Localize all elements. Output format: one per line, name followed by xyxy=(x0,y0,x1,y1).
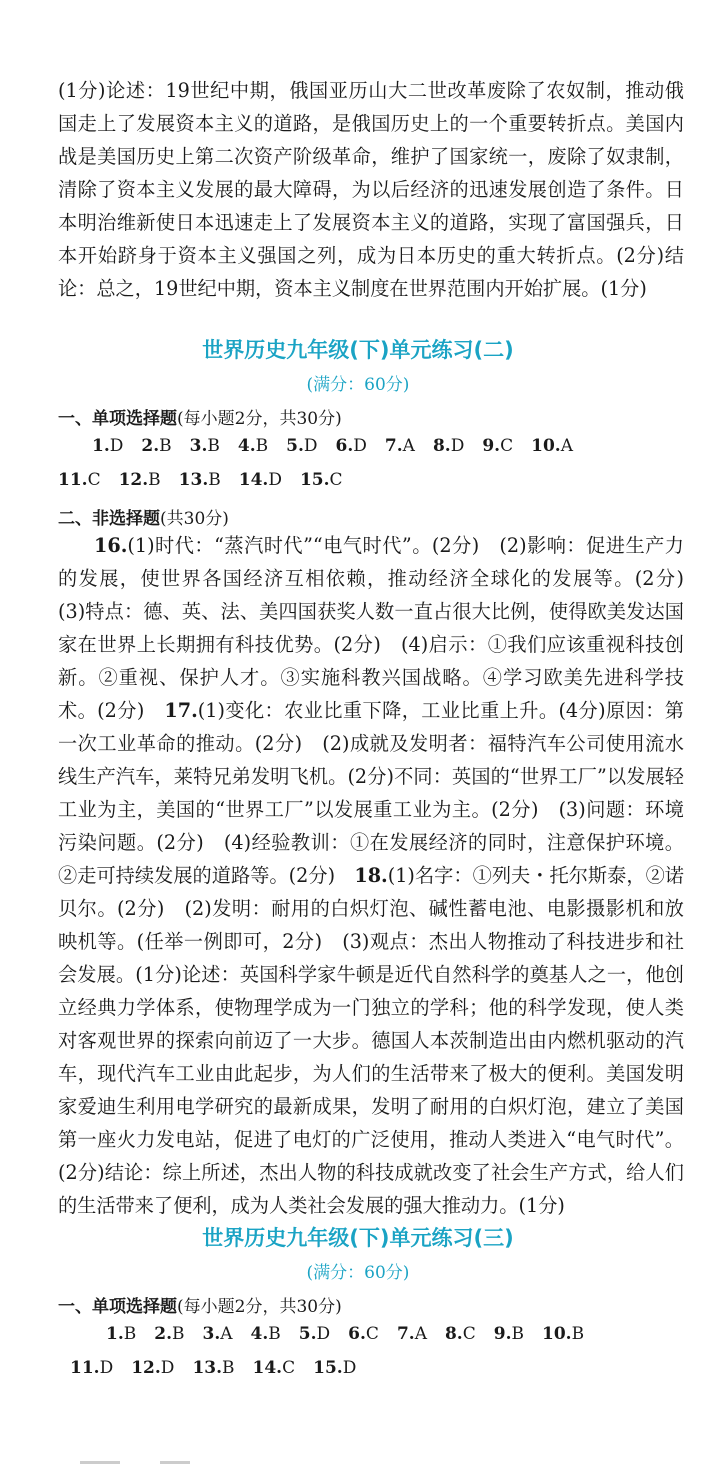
answer-letter: B xyxy=(123,1324,137,1344)
answer-number: 8. xyxy=(444,1324,463,1344)
answer-letter: D xyxy=(268,470,282,490)
answer-letter: C xyxy=(462,1324,476,1344)
answer-item xyxy=(385,436,415,456)
answer-item xyxy=(192,1358,234,1378)
answer-number: 13. xyxy=(178,470,209,490)
answer-letter: D xyxy=(303,436,318,456)
answer-number: 2. xyxy=(154,1324,172,1344)
answer-number: 7. xyxy=(384,436,403,456)
answer-item xyxy=(336,436,367,456)
answer-letter: B xyxy=(148,470,161,490)
q16-answer: (1)时代：“蒸汽时代”“电气时代”。(2分) (2)影响：促进生产力的发展，使世界各国经济互相依赖，推动经济全球化的发展等。(2分) (3)特点：德、英、法、美四国获奖人数一直占很大比例，使得欧美发达国家在世界上长期拥有科技优势。(2分) (4)启示：①我们应该重视科技创新。②重视、保护人才。③实施科教兴国战略。④学习欧美先进科学技术。(2分) xyxy=(58,534,704,722)
section-note: (每小题2分，共30分) xyxy=(177,409,342,429)
unit3-answers-row2 xyxy=(70,1358,374,1378)
answer-item xyxy=(238,436,268,456)
answer-letter: C xyxy=(329,470,343,490)
answer-number: 14. xyxy=(238,470,269,490)
answer-letter: B xyxy=(268,1324,281,1344)
unit2-answers-row2 xyxy=(58,470,361,490)
answer-number: 4. xyxy=(250,1324,269,1344)
answer-item xyxy=(92,436,123,456)
question-number: 18. xyxy=(354,864,388,887)
answer-number: 13. xyxy=(192,1358,223,1378)
answer-letter: B xyxy=(159,436,172,456)
answer-number: 3. xyxy=(202,1324,221,1344)
answer-letter: B xyxy=(172,1324,185,1344)
answer-number: 12. xyxy=(131,1358,161,1378)
answer-item xyxy=(119,470,161,490)
unit2-answers-row1 xyxy=(92,436,591,456)
answer-item xyxy=(531,436,573,456)
unit3-section1-title xyxy=(58,1292,342,1317)
unit3-title: 世界历史九年级(下)单元练习(三) xyxy=(202,1226,514,1250)
scan-artifact xyxy=(160,1461,190,1464)
section-label: 一、单项选择题 xyxy=(58,1297,177,1317)
answer-letter: A xyxy=(402,436,415,456)
answer-item xyxy=(348,1324,379,1344)
answer-letter: D xyxy=(450,436,465,456)
answer-number: 2. xyxy=(141,436,160,456)
q17-answer: (1)变化：农业比重下降，工业比重上升。(4分)原因：第一次工业革命的推动。(2分) (2)成就及发明者：福特汽车公司使用流水线生产汽车，莱特兄弟发明飞机。(2分)不同：英国的“世界工厂”以发展轻工业为主，美国的“世界工厂”以发展重工业为主。(2分) (3)问题：环境污染问题。(2分) (4)经验教训：①在发展经济的同时，注意保护环境。②走可持续发展的道路等。(2分) xyxy=(58,699,684,887)
answer-number: 5. xyxy=(298,1324,317,1344)
answer-letter: C xyxy=(500,436,514,456)
answer-item xyxy=(58,470,101,490)
q18-answer: (1)名字：①列夫・托尔斯泰，②诺贝尔。(2分) (2)发明：耐用的白炽灯泡、碱性蓄电池、电影摄影机和放映机等。(任举一例即可，2分) (3)观点：杰出人物推动了科技进步和社会发展。(1分)论述：英国科学家牛顿是近代自然科学的奠基人之一，他创立经典力学体系，使物理学成为一门独立的学科；他的科学发现，使人类对客观世界的探索向前迈了一大步。德国人本茨制造出由内燃机驱动的汽车，现代汽车工业由此起步，为人们的生活带来了极大的便利。美国发明家爱迪生利用电学研究的最新成果，发明了耐用的白炽灯泡，建立了美国第一座火力发电站，促进了电灯的广泛使用，推动人类进入“电气时代”。(2分)结论：综上所述，杰出人物的科技成就改变了社会生产方式，给人们的生活带来了便利，成为人类社会发展的强大推动力。(1分) xyxy=(58,864,684,1217)
answer-item xyxy=(494,1324,524,1344)
answer-number: 14. xyxy=(252,1358,283,1378)
answer-letter: C xyxy=(87,470,101,490)
answer-item xyxy=(286,436,317,456)
answer-item xyxy=(253,1358,296,1378)
answer-number: 10. xyxy=(531,436,561,456)
answer-item xyxy=(203,1324,233,1344)
answer-number: 15. xyxy=(313,1358,343,1378)
answer-letter: B xyxy=(207,436,220,456)
answer-letter: B xyxy=(208,470,221,490)
answer-number: 9. xyxy=(482,436,501,456)
question-number: 16. xyxy=(94,534,128,557)
answer-item xyxy=(179,470,221,490)
answer-letter: C xyxy=(282,1358,296,1378)
answer-letter: D xyxy=(99,1358,114,1378)
answer-number: 5. xyxy=(286,436,304,456)
unit3-score: (满分：60分) xyxy=(306,1263,410,1283)
answer-item xyxy=(190,436,220,456)
section-label: 二、非选择题 xyxy=(58,509,160,529)
answer-number: 6. xyxy=(348,1324,366,1344)
answer-number: 7. xyxy=(396,1324,415,1344)
answer-letter: D xyxy=(342,1358,357,1378)
answer-item xyxy=(482,436,513,456)
answer-number: 1. xyxy=(92,436,110,456)
answer-letter: B xyxy=(571,1324,585,1344)
answer-item xyxy=(299,1324,330,1344)
answer-item xyxy=(70,1358,113,1378)
answer-letter: B xyxy=(511,1324,524,1344)
answer-item xyxy=(313,1358,356,1378)
answer-letter: A xyxy=(220,1324,233,1344)
answer-letter: D xyxy=(160,1358,175,1378)
question-number: 17. xyxy=(164,699,198,722)
answer-number: 15. xyxy=(299,470,330,490)
answer-letter: B xyxy=(222,1358,235,1378)
intro-paragraph: (1分)论述：19世纪中期，俄国亚历山大二世改革废除了农奴制，推动俄国走上了发展资本主义的道路，是俄国历史上的一个重要转折点。美国内战是美国历史上第二次资产阶级革命，维护了国家统一，废除了奴隶制，清除了资本主义发展的最大障碍，为以后经济的迅速发展创造了条件。日本明治维新使日本迅速走上了发展资本主义的道路，实现了富国强兵，日本开始跻身于资本主义强国之列，成为日本历史的重大转折点。(2分)结论：总之，19世纪中期，资本主义制度在世界范围内开始扩展。(1分) xyxy=(58,79,684,300)
answer-number: 8. xyxy=(432,436,451,456)
answer-number: 3. xyxy=(189,436,208,456)
section-label: 一、单项选择题 xyxy=(58,409,177,429)
section-note: (每小题2分，共30分) xyxy=(177,1297,342,1317)
answer-item xyxy=(445,1324,476,1344)
answer-item xyxy=(106,1324,136,1344)
answer-number: 9. xyxy=(493,1324,512,1344)
answer-item xyxy=(131,1358,174,1378)
answer-item xyxy=(397,1324,427,1344)
section-note: (共30分) xyxy=(160,509,229,529)
answer-letter: B xyxy=(255,436,269,456)
answer-number: 11. xyxy=(58,470,88,490)
answer-item xyxy=(239,470,282,490)
answer-number: 4. xyxy=(237,436,256,456)
answer-number: 10. xyxy=(541,1324,572,1344)
answer-item xyxy=(154,1324,184,1344)
answer-number: 1. xyxy=(106,1324,124,1344)
answer-letter: A xyxy=(560,436,573,456)
unit2-section2-title xyxy=(58,504,229,529)
answer-letter: D xyxy=(316,1324,331,1344)
answer-item xyxy=(251,1324,281,1344)
answer-item xyxy=(542,1324,584,1344)
answer-letter: C xyxy=(365,1324,379,1344)
answer-letter: D xyxy=(353,436,367,456)
unit2-score: (满分：60分) xyxy=(306,375,410,395)
unit2-nonchoice-answers xyxy=(58,529,704,1222)
unit3-answers-row1 xyxy=(106,1324,602,1344)
answer-number: 11. xyxy=(70,1358,100,1378)
answer-item xyxy=(433,436,464,456)
unit2-title: 世界历史九年级(下)单元练习(二) xyxy=(202,338,514,362)
answer-letter: A xyxy=(414,1324,427,1344)
answer-number: 12. xyxy=(118,470,149,490)
scan-artifact xyxy=(80,1461,120,1464)
unit2-section1-title xyxy=(58,404,342,429)
answer-number: 6. xyxy=(335,436,354,456)
answer-item xyxy=(300,470,343,490)
answer-item xyxy=(141,436,171,456)
answer-letter: D xyxy=(109,436,124,456)
